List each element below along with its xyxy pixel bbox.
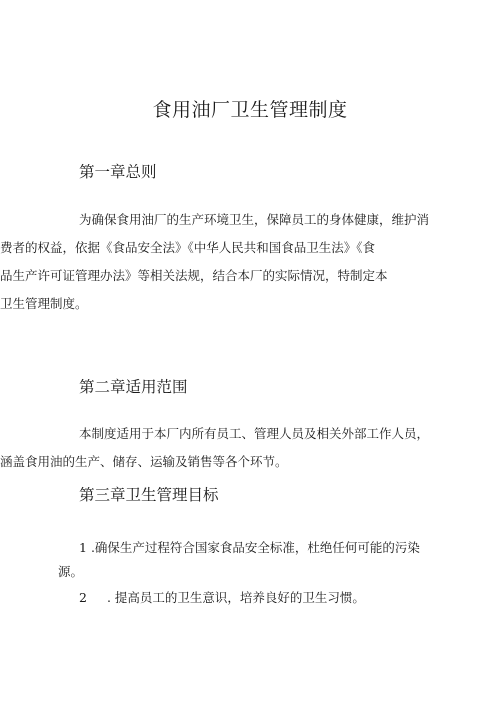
chapter-2-paragraph bbox=[0, 420, 451, 476]
paragraph-line: 涵盖食用油的生产、储存、运输及销售等各个环节。 bbox=[0, 454, 288, 469]
paragraph-line bbox=[79, 206, 451, 234]
document-title: 食用油厂卫生管理制度 bbox=[152, 99, 348, 121]
list-item-text: .确保生产过程符合国家食品安全标准，杜绝任何可能的污染 bbox=[90, 540, 420, 555]
chapter-1-heading: 第一章总则 bbox=[79, 163, 157, 181]
list-item-2 bbox=[79, 584, 451, 612]
chapter-1-paragraph bbox=[0, 206, 451, 318]
list-item-number: 1 bbox=[79, 540, 87, 555]
paragraph-line-text: 为确保食用油厂的生产环境卫生，保障员工的身体健康，维护消 bbox=[79, 212, 430, 227]
chapter-3-heading: 第三章卫生管理目标 bbox=[79, 486, 219, 504]
chapter-2-heading: 第二章适用范围 bbox=[79, 378, 188, 396]
list-item-text: . 提高员工的卫生意识，培养良好的卫生习惯。 bbox=[106, 590, 365, 605]
list-item-1-continuation: 源。 bbox=[58, 564, 84, 579]
paragraph-line: 卫生管理制度。 bbox=[0, 296, 88, 311]
list-item-number: 2 bbox=[79, 590, 87, 605]
paragraph-line: 费者的权益，依据《食品安全法》《中华人民共和国食品卫生法》《食 bbox=[0, 240, 376, 255]
paragraph-line: 本制度适用于本厂内所有员工、管理人员及相关外部工作人员， bbox=[79, 426, 430, 441]
paragraph-line: 品生产许可证管理办法》等相关法规，结合本厂的实际情况，特制定本 bbox=[0, 268, 388, 283]
